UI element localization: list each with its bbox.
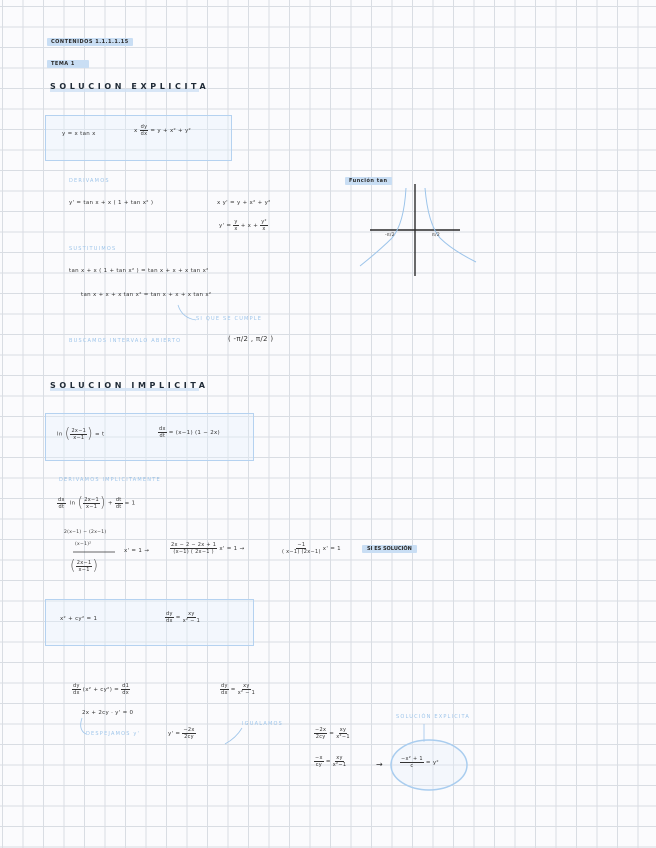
implicit-diff-2-rhs-den: dx [122, 690, 129, 696]
equate-2-rnum: xy [336, 755, 343, 761]
implicit-diff-2-lhs-den: dx [73, 690, 80, 696]
final-result-rhs: = y² [425, 760, 439, 766]
rearranged-eq: x y' = y + x² + y² [217, 200, 271, 206]
explicit-ode-den: dx [140, 131, 148, 137]
explicit-box [45, 115, 232, 161]
implicit-derivative-eq: = 1 [124, 500, 136, 507]
implicit-ode-2-copy-eq: = [230, 687, 236, 693]
step-3-rhs: x' = 1 [322, 546, 341, 552]
equate-1-eq: = [329, 731, 335, 737]
substitution-line-2: tan x + x + x tan x² = tan x + x + x tan x² [81, 292, 212, 298]
explicit-ode-num: dy [140, 124, 148, 130]
implicit-diff-2-rhs-num: d1 [122, 683, 130, 689]
arrow-icon: → [376, 760, 384, 769]
yprime-eq-lhs: y' = [219, 223, 232, 229]
topic-tag: TEMA 1 [47, 60, 89, 68]
explicit-solution-eq: y = x tan x [62, 131, 96, 137]
note-holds: SI QUE SE CUMPLE [196, 316, 263, 322]
derivative-line: y' = tan x + x ( 1 + tan x² ) [69, 200, 154, 206]
yprime-isolated-lhs: y' = [168, 731, 181, 737]
note-substitute: SUSTITUIMOS [69, 246, 117, 252]
yprime-isolated [168, 727, 196, 740]
equate-2-rden: x²−1 [332, 762, 347, 768]
yprime-isolated-num: −2x [183, 727, 195, 733]
holds-arrow [178, 305, 196, 320]
implicit-ode-2-copy-num: dy [221, 683, 228, 689]
tan-graph [360, 184, 476, 276]
explicit-ode [134, 124, 191, 137]
implicit-ode-1-num: dx [159, 426, 166, 432]
yprime-eq-mid: + x + [240, 223, 259, 229]
yprime-isolated-den: 2cy [184, 734, 194, 740]
note-explicit-solution: SOLUCIÓN EXPLICITA [396, 714, 471, 720]
equate-2-den: cy [315, 762, 323, 768]
implicit-derivative-plus: + [107, 500, 113, 507]
quotient-numerator: 2(x−1) − (2x−1) [64, 530, 107, 535]
implicit-ode-2-copy-rnum: xy [243, 683, 250, 689]
substitution-line-1: tan x + x ( 1 + tan x² ) = tan x + x + x tan x² [69, 268, 209, 274]
implicit-eq-1: ln ( $\frac{2x-1}{x-1}$ ) = t [57, 426, 105, 442]
implicit-derivative-lhs-den: dt [58, 503, 65, 510]
explicit-ode-rhs: = y + x² + y² [150, 128, 192, 134]
note-isolate: DESPEJAMOS y' [86, 731, 141, 737]
step-2 [170, 542, 244, 555]
implicit-eq-1-rhs: = t [95, 431, 105, 438]
step-2-rhs: x' = 1 → [219, 546, 245, 552]
implicit-ode-1 [158, 426, 220, 439]
implicit-title: SOLUCION IMPLICITA [50, 381, 209, 390]
equate-1-rnum: xy [339, 727, 347, 733]
implicit-derivative: $\frac{dx}{dt}$ ln ( $\frac{2x-1}{x-1}$ ) + $\frac{dt}{dt}$ = 1 [58, 495, 136, 511]
implicit-derivative-dt-num: dt [115, 496, 122, 503]
implicit-box-2 [45, 599, 254, 646]
explicit-title: SOLUCION EXPLICITA [50, 82, 210, 91]
implicit-ode-2-copy-den: dx [221, 690, 228, 696]
step-1: x' = 1 → [124, 548, 150, 554]
implicit-eq-1-num: 2x−1 [71, 427, 87, 434]
equate-1-rden: x²−1 [336, 734, 350, 740]
graph-label: Función tan [345, 177, 392, 185]
implicit-derivative-lhs-num: dx [58, 496, 65, 503]
interval: ( -π/2 , π/2 ) [228, 335, 274, 343]
explicit-ode-lhs: x [134, 128, 138, 134]
is-solution-badge: SI ES SOLUCIÓN [362, 545, 417, 553]
implicit-ode-1-rhs: = (x−1) (1 − 2x) [168, 430, 221, 436]
subject-tag: CONTENIDOS 1.1.1.1.15 [47, 38, 133, 46]
quotient-denominator: ( $\frac{2x-1}{x-1}$ ) [70, 558, 99, 574]
implicit-eq-2: x² + cy² = 1 [60, 616, 98, 622]
implicit-diff-2-mid: (x² + cy²) = [82, 687, 120, 693]
quotient-den-den: x−1 [78, 566, 90, 573]
implicit-ode-2-num: dy [166, 611, 173, 617]
note-interval: BUSCAMOS INTERVALO ABIERTO [69, 338, 182, 344]
implicit-derivative-ln: ln [69, 500, 76, 507]
yprime-f2-den: x [262, 226, 266, 232]
implicit-ode-1-den: dt [159, 433, 166, 439]
final-result-den: c [410, 763, 414, 769]
step-3-num: −1 [297, 542, 306, 548]
yprime-f1-den: x [234, 226, 238, 232]
final-result [400, 756, 439, 769]
step-2-den: (x−1) ( 2x−1 ) [173, 549, 214, 555]
implicit-ode-2-rnum: xy [188, 611, 195, 617]
implicit-diff-2-lhs-num: dy [73, 683, 80, 689]
implicit-eq-1-ln: ln [57, 431, 63, 438]
equal-arrow [225, 728, 242, 744]
implicit-ode-2-den: dx [166, 618, 173, 624]
note-derive: DERIVAMOS [69, 178, 110, 184]
equate-2-eq: = [325, 759, 331, 765]
implicit-eq-1-den: x−1 [73, 434, 85, 441]
implicit-diff-2 [72, 683, 130, 696]
equate-1 [314, 727, 350, 740]
implicit-derivative-num: 2x−1 [84, 496, 100, 503]
step-2-num: 2x − 2 − 2x + 1 [171, 542, 217, 548]
implicit-ode-2-rden: x² − 1 [182, 618, 201, 624]
implicit-ode-2: $\frac{dy}{dx}$ = $\frac{xy}{\text{x² − 1}}$ [166, 611, 201, 624]
graph-tick-right: π/2 [432, 233, 440, 238]
implicit-ode-2-copy-rden: x² − 1 [237, 690, 256, 696]
step-3 [282, 542, 341, 555]
step-3-den: ( x−1) (2x−1) [282, 549, 321, 555]
graph-tick-left: -π/2 [385, 233, 395, 238]
yprime-eq [219, 219, 268, 232]
note-derive-implicit: DERIVAMOS IMPLICITAMENTE [59, 477, 161, 483]
equate-2 [314, 755, 346, 768]
yprime-f1-num: y [234, 219, 238, 225]
yprime-f2-num: y² [261, 219, 267, 225]
implicit-derivative-den: x−1 [86, 503, 98, 510]
implicit-derivative-dt-den: dt [115, 503, 122, 510]
quotient-den-num: 2x−1 [76, 559, 92, 566]
final-result-num: −x² + 1 [401, 756, 423, 762]
implicit-ode-2-copy [220, 683, 255, 696]
quotient-square: (x−1)² [75, 542, 92, 547]
equate-1-num: −2x [315, 727, 327, 733]
equate-2-num: −x [315, 755, 323, 761]
implicit-diff-line: 2x + 2cy · y' = 0 [82, 710, 134, 716]
note-equal: IGUALAMOS [242, 721, 283, 727]
equate-1-den: 2cy [315, 734, 326, 740]
